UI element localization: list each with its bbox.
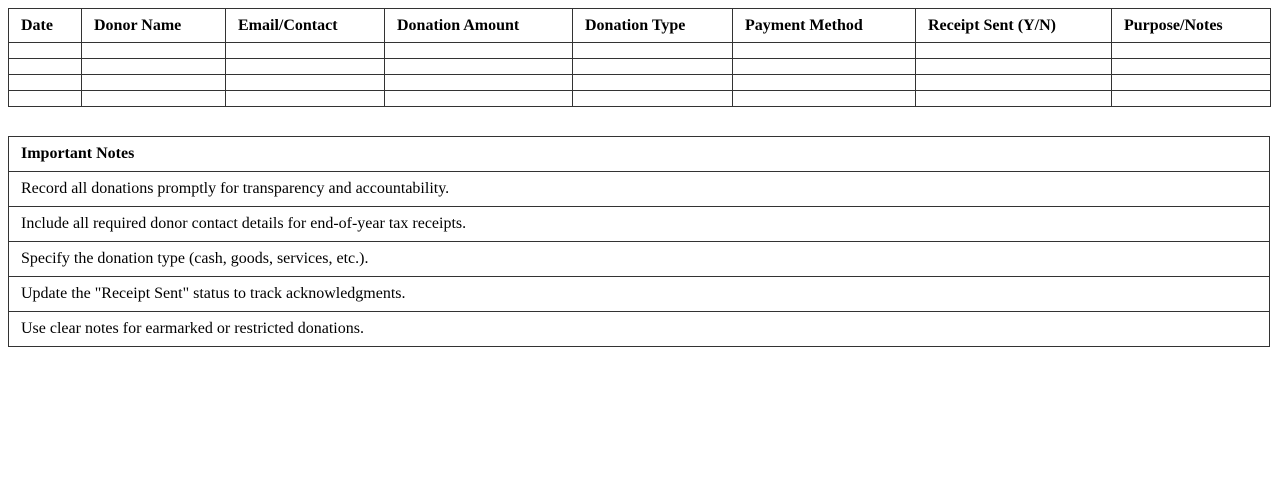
note-text: Update the "Receipt Sent" status to track acknowledgments. <box>9 277 1270 312</box>
table-cell[interactable] <box>573 75 733 91</box>
table-cell[interactable] <box>916 75 1112 91</box>
table-cell[interactable] <box>226 75 385 91</box>
column-header-donation-type: Donation Type <box>573 9 733 43</box>
column-header-purpose-notes: Purpose/Notes <box>1112 9 1271 43</box>
table-cell[interactable] <box>916 43 1112 59</box>
column-header-donation-amount: Donation Amount <box>385 9 573 43</box>
note-text: Specify the donation type (cash, goods, services, etc.). <box>9 242 1270 277</box>
table-cell[interactable] <box>385 43 573 59</box>
table-cell[interactable] <box>82 75 226 91</box>
table-cell[interactable] <box>1112 75 1271 91</box>
table-cell[interactable] <box>226 43 385 59</box>
list-item <box>9 172 1270 207</box>
table-cell[interactable] <box>733 43 916 59</box>
list-item <box>9 242 1270 277</box>
table-cell[interactable] <box>226 91 385 107</box>
notes-heading: Important Notes <box>9 137 1270 172</box>
column-header-email-contact: Email/Contact <box>226 9 385 43</box>
table-cell[interactable] <box>9 75 82 91</box>
column-header-donor-name: Donor Name <box>82 9 226 43</box>
table-row <box>9 91 1271 107</box>
important-notes-table <box>8 136 1270 347</box>
column-header-receipt-sent: Receipt Sent (Y/N) <box>916 9 1112 43</box>
donation-log-table <box>8 8 1271 107</box>
column-header-payment-method: Payment Method <box>733 9 916 43</box>
table-cell[interactable] <box>9 59 82 75</box>
table-cell[interactable] <box>9 43 82 59</box>
table-cell[interactable] <box>1112 43 1271 59</box>
table-cell[interactable] <box>385 75 573 91</box>
table-cell[interactable] <box>573 59 733 75</box>
note-text: Include all required donor contact details for end-of-year tax receipts. <box>9 207 1270 242</box>
table-cell[interactable] <box>1112 59 1271 75</box>
table-cell[interactable] <box>1112 91 1271 107</box>
table-row <box>9 75 1271 91</box>
table-cell[interactable] <box>573 91 733 107</box>
table-cell[interactable] <box>82 59 226 75</box>
table-cell[interactable] <box>385 59 573 75</box>
table-row <box>9 43 1271 59</box>
list-item <box>9 277 1270 312</box>
table-cell[interactable] <box>916 59 1112 75</box>
list-item <box>9 207 1270 242</box>
table-cell[interactable] <box>733 91 916 107</box>
table-row <box>9 59 1271 75</box>
notes-heading-row <box>9 137 1270 172</box>
note-text: Record all donations promptly for transparency and accountability. <box>9 172 1270 207</box>
table-cell[interactable] <box>733 59 916 75</box>
list-item <box>9 312 1270 347</box>
note-text: Use clear notes for earmarked or restricted donations. <box>9 312 1270 347</box>
table-cell[interactable] <box>916 91 1112 107</box>
table-cell[interactable] <box>573 43 733 59</box>
column-header-date: Date <box>9 9 82 43</box>
table-header-row <box>9 9 1271 43</box>
table-cell[interactable] <box>9 91 82 107</box>
table-cell[interactable] <box>226 59 385 75</box>
table-cell[interactable] <box>82 43 226 59</box>
table-cell[interactable] <box>733 75 916 91</box>
table-cell[interactable] <box>82 91 226 107</box>
table-cell[interactable] <box>385 91 573 107</box>
